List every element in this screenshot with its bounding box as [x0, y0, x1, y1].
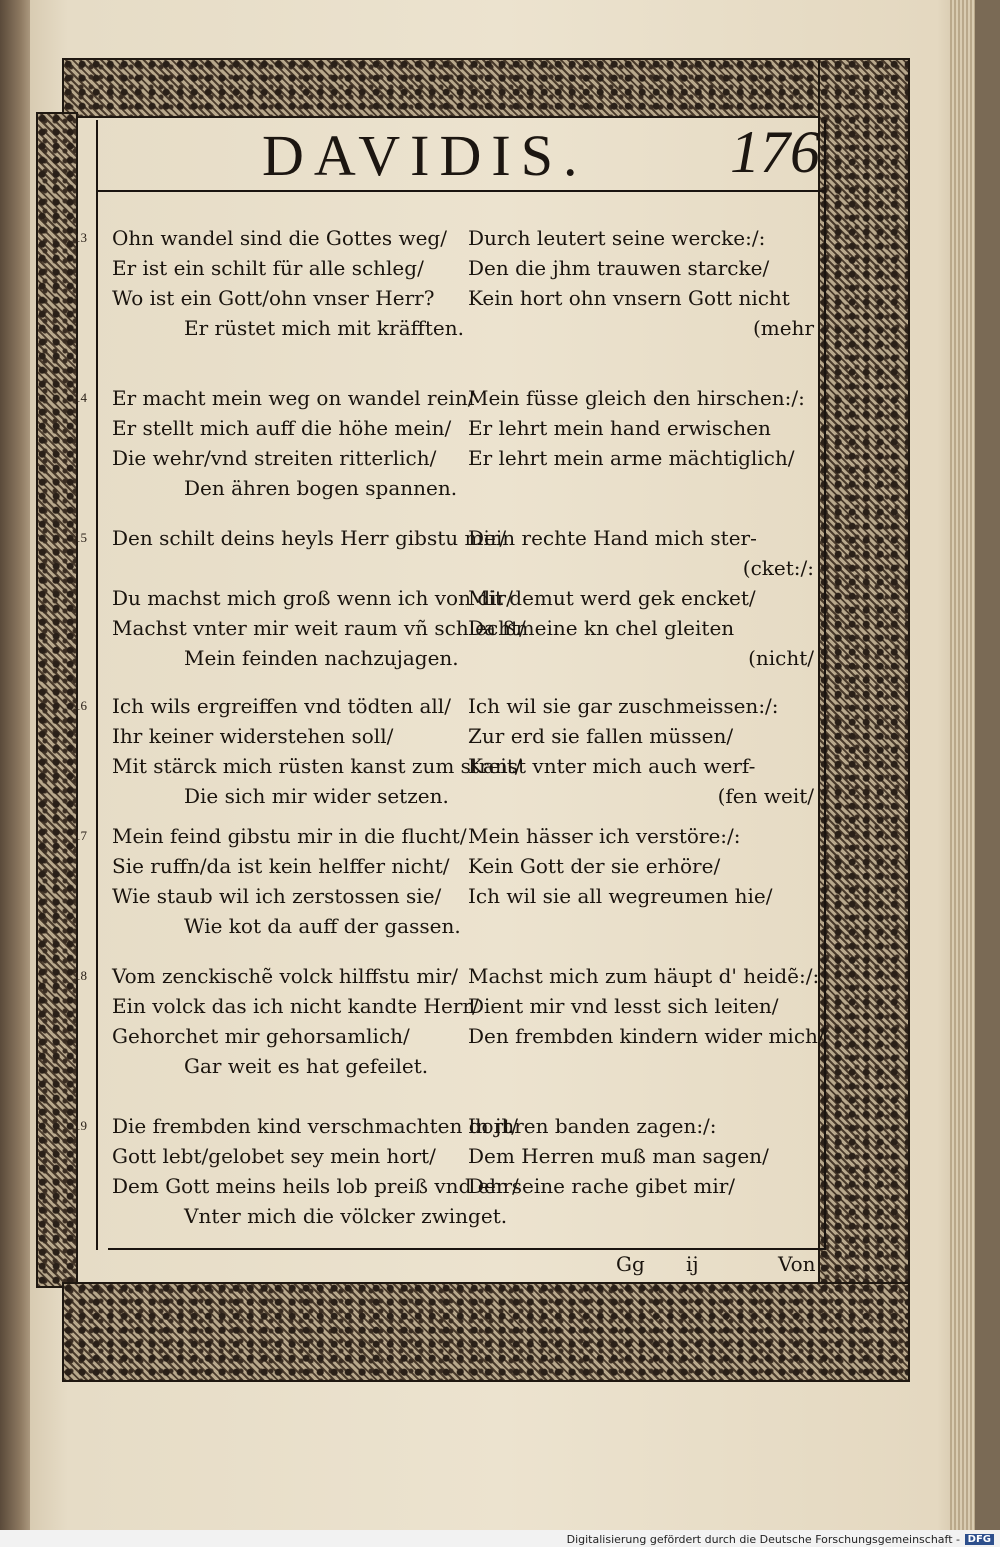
verse-line — [108, 642, 820, 672]
verse-line — [108, 312, 820, 342]
line-second-half: Der seine rache gibet mir/ — [468, 1174, 736, 1198]
verse-line — [108, 282, 820, 312]
funding-notice: Digitalisierung gefördert durch die Deutsche Forschungsgemeinschaft - — [566, 1533, 960, 1546]
line-first-half: Wie staub wil ich zerstossen sie/ — [112, 884, 442, 908]
verse-line — [108, 850, 820, 880]
stanza — [74, 820, 820, 940]
line-second-half: Ich wil sie gar zuschmeissen:/: — [468, 694, 779, 718]
stanza — [74, 1110, 820, 1230]
footer-band — [0, 1530, 1000, 1547]
line-first-half: Ein volck das ich nicht kandte Herr/ — [112, 994, 479, 1018]
verse-number: 17 — [74, 828, 87, 843]
line-refrain: Er rüstet mich mit kräfften. — [184, 316, 464, 340]
verse-line — [108, 382, 820, 412]
line-second-half: Den frembden kindern wider mich/ — [468, 1024, 825, 1048]
verse-line — [108, 990, 820, 1020]
verse-line — [108, 820, 820, 850]
line-turnover: (mehr — [752, 316, 814, 340]
page-number: 176 — [730, 119, 820, 185]
line-second-half: Da ßmeine kn chel gleiten — [468, 616, 735, 640]
line-second-half: Er lehrt mein arme mächtiglich/ — [468, 446, 795, 470]
verse-line — [108, 582, 820, 612]
verse-line — [108, 1020, 825, 1050]
line-first-half: Er ist ein schilt für alle schleg/ — [112, 256, 424, 280]
verse-line — [108, 252, 820, 282]
line-turnover: (fen weit/ — [717, 784, 814, 808]
line-second-half: Zur erd sie fallen müssen/ — [468, 724, 734, 748]
line-second-half: Den die jhm trauwen starcke/ — [468, 256, 770, 280]
verse-line — [108, 1110, 820, 1140]
verse-line — [108, 552, 820, 582]
line-second-half: Er lehrt mein hand erwischen — [468, 416, 771, 440]
line-refrain: Wie kot da auff der gassen. — [184, 914, 461, 938]
line-first-half: Die frembden kind verschmachten dort/ — [112, 1114, 518, 1138]
line-refrain: Mein feinden nachzujagen. — [184, 646, 459, 670]
stanza — [74, 690, 820, 810]
line-first-half: Den schilt deins heyls Herr gibstu mir/ — [112, 526, 507, 550]
dfg-logo: DFG — [965, 1534, 994, 1545]
line-second-half: Machst mich zum häupt d' heidẽ:/: — [468, 964, 820, 988]
footer-rule — [108, 1248, 824, 1250]
verse-line — [108, 1140, 820, 1170]
stanza — [74, 522, 820, 672]
verse-line — [108, 1050, 820, 1080]
line-first-half: Vom zenckischẽ volck hilffstu mir/ — [112, 964, 458, 988]
verse-line — [108, 690, 820, 720]
verse-number: 13 — [74, 230, 87, 245]
line-second-half: Kein hort ohn vnsern Gott nicht — [468, 286, 790, 310]
line-first-half: Die wehr/vnd streiten ritterlich/ — [112, 446, 437, 470]
verse-line — [108, 750, 820, 780]
verse-line — [108, 780, 820, 810]
line-refrain: Vnter mich die völcker zwinget. — [184, 1204, 508, 1228]
line-first-half: Ohn wandel sind die Gottes weg/ — [112, 226, 447, 250]
verse-number: 16 — [74, 698, 87, 713]
line-first-half: Ich wils ergreiffen vnd tödten all/ — [112, 694, 451, 718]
line-second-half: Mein hässer ich verstöre:/: — [468, 824, 741, 848]
stanza — [74, 960, 825, 1080]
line-second-half: Kein Gott der sie erhöre/ — [468, 854, 721, 878]
line-first-half: Gott lebt/gelobet sey mein hort/ — [112, 1144, 436, 1168]
verse-line — [108, 442, 820, 472]
verse-line — [108, 612, 820, 642]
verse-number: 14 — [74, 390, 87, 405]
line-second-half: Mein füsse gleich den hirschen:/: — [468, 386, 805, 410]
line-refrain: Gar weit es hat gefeilet. — [184, 1054, 429, 1078]
verse-line — [108, 880, 820, 910]
verse-line — [108, 960, 820, 990]
verse-number: 19 — [74, 1118, 87, 1133]
ornamental-border-bottom — [62, 1282, 910, 1382]
verse-line — [108, 522, 820, 552]
line-first-half: Sie ruffn/da ist kein helffer nicht/ — [112, 854, 450, 878]
verse-line — [108, 1200, 820, 1230]
verse-line — [108, 720, 820, 750]
verse-line — [108, 910, 820, 940]
line-second-half: Dem Herren muß man sagen/ — [468, 1144, 769, 1168]
verse-number: 18 — [74, 968, 87, 983]
signature-mark: Gg — [616, 1252, 645, 1276]
page-edge — [950, 0, 975, 1530]
verse-line — [108, 412, 820, 442]
verse-line — [108, 472, 820, 502]
line-second-half: Dein rechte Hand mich ster- — [468, 526, 757, 550]
line-second-half: Kanst vnter mich auch werf- — [468, 754, 756, 778]
stanza — [74, 382, 820, 502]
stanza — [74, 222, 820, 342]
catchword: Von — [778, 1252, 816, 1276]
line-turnover: (nicht/ — [748, 646, 814, 670]
line-refrain: Die sich mir wider setzen. — [184, 784, 449, 808]
running-title: DAVIDIS. — [262, 123, 588, 188]
line-first-half: Mein feind gibstu mir in die flucht/ — [112, 824, 467, 848]
line-second-half: Dient mir vnd lesst sich leiten/ — [468, 994, 779, 1018]
line-turnover: (cket:/: — [742, 556, 814, 580]
line-first-half: Gehorchet mir gehorsamlich/ — [112, 1024, 410, 1048]
line-first-half: Dem Gott meins heils lob preiß vnd ehr/ — [112, 1174, 519, 1198]
line-second-half: Mit demut werd gek encket/ — [468, 586, 756, 610]
line-second-half: Ich wil sie all wegreumen hie/ — [468, 884, 773, 908]
ornamental-border-top — [62, 58, 824, 118]
verse-number: 15 — [74, 530, 87, 545]
line-second-half: Durch leutert seine wercke:/: — [468, 226, 766, 250]
line-first-half: Du machst mich groß wenn ich von dir/ — [112, 586, 513, 610]
line-second-half: In jhren banden zagen:/: — [468, 1114, 717, 1138]
line-first-half: Mit stärck mich rüsten kanst zum streit/ — [112, 754, 522, 778]
line-first-half: Ihr keiner widerstehen soll/ — [112, 724, 394, 748]
leaf-mark: ij — [686, 1252, 699, 1276]
line-first-half: Wo ist ein Gott/ohn vnser Herr? — [112, 286, 435, 310]
line-refrain: Den ähren bogen spannen. — [184, 476, 458, 500]
verse-line — [108, 222, 820, 252]
ornamental-border-left — [36, 112, 78, 1288]
line-first-half: Er macht mein weg on wandel rein/ — [112, 386, 475, 410]
line-first-half: Machst vnter mir weit raum vñ schlecht/ — [112, 616, 526, 640]
verse-line — [108, 1170, 820, 1200]
ornamental-border-right — [818, 58, 910, 1288]
header-rule — [96, 190, 824, 192]
line-first-half: Er stellt mich auff die höhe mein/ — [112, 416, 452, 440]
